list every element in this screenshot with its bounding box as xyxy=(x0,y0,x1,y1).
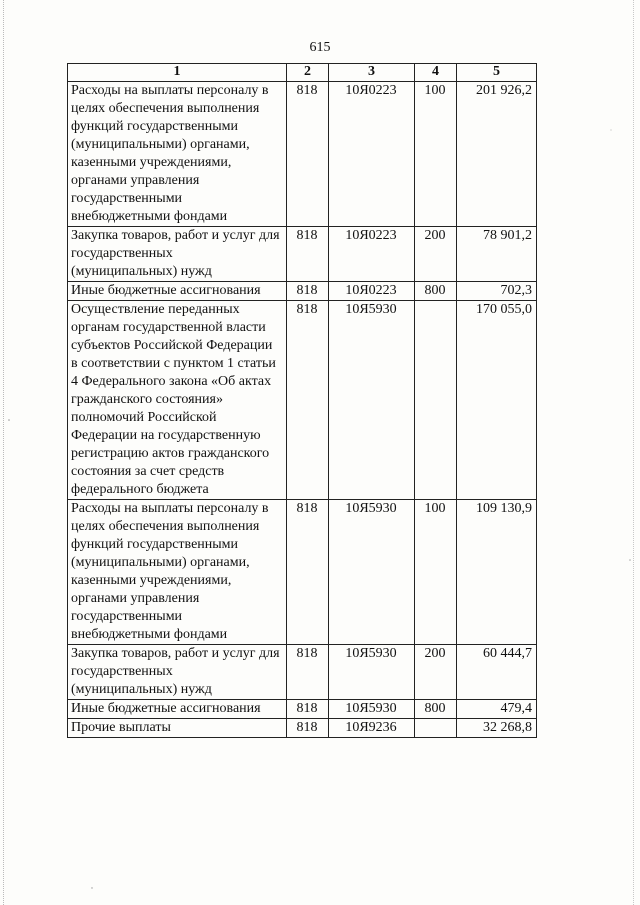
table-row xyxy=(68,719,537,738)
scan-edge-left xyxy=(3,0,5,905)
table-header-row xyxy=(68,64,537,82)
table-row xyxy=(68,227,537,282)
row-name: Осуществление переданных органам государственной власти субъектов Российской Федерации в соответствии с пунктом 1 статьи 4 Федерального закона «Об актах гражданского состояния» полномочий Российской Федерации на государственную регистрацию актов гражданского состояния за счет средств федерального бюджета xyxy=(68,301,287,500)
header-col-5: 5 xyxy=(457,64,537,82)
row-expense-type xyxy=(415,719,457,738)
row-target-article: 10Я0223 xyxy=(329,227,415,282)
row-target-article: 10Я5930 xyxy=(329,500,415,645)
row-amount: 32 268,8 xyxy=(457,719,537,738)
row-target-article: 10Я9236 xyxy=(329,719,415,738)
header-col-3: 3 xyxy=(329,64,415,82)
row-target-article: 10Я0223 xyxy=(329,82,415,227)
row-name: Расходы на выплаты персоналу в целях обеспечения выполнения функций государственными (муниципальными) органами, казенными учреждениями, органами управления государственными внебюджетными фондами xyxy=(68,82,287,227)
page-number: 615 xyxy=(309,40,331,55)
row-expense-type: 100 xyxy=(415,82,457,227)
row-name: Иные бюджетные ассигнования xyxy=(68,282,287,301)
row-name: Прочие выплаты xyxy=(68,719,287,738)
row-expense-type: 200 xyxy=(415,645,457,700)
row-ministry-code: 818 xyxy=(287,227,329,282)
row-amount: 201 926,2 xyxy=(457,82,537,227)
table-row xyxy=(68,500,537,645)
table-row xyxy=(68,82,537,227)
row-ministry-code: 818 xyxy=(287,282,329,301)
header-col-1: 1 xyxy=(68,64,287,82)
row-target-article: 10Я5930 xyxy=(329,700,415,719)
header-col-2: 2 xyxy=(287,64,329,82)
row-ministry-code: 818 xyxy=(287,301,329,500)
row-amount: 109 130,9 xyxy=(457,500,537,645)
row-amount: 702,3 xyxy=(457,282,537,301)
row-ministry-code: 818 xyxy=(287,700,329,719)
table-row xyxy=(68,700,537,719)
row-amount: 78 901,2 xyxy=(457,227,537,282)
row-expense-type xyxy=(415,301,457,500)
row-target-article: 10Я5930 xyxy=(329,301,415,500)
row-ministry-code: 818 xyxy=(287,500,329,645)
header-col-4: 4 xyxy=(415,64,457,82)
row-amount: 60 444,7 xyxy=(457,645,537,700)
row-name: Иные бюджетные ассигнования xyxy=(68,700,287,719)
row-expense-type: 800 xyxy=(415,282,457,301)
row-expense-type: 800 xyxy=(415,700,457,719)
row-ministry-code: 818 xyxy=(287,719,329,738)
row-expense-type: 200 xyxy=(415,227,457,282)
scan-edge-right xyxy=(633,0,635,905)
table-row xyxy=(68,645,537,700)
table-row xyxy=(68,301,537,500)
row-name: Закупка товаров, работ и услуг для государственных (муниципальных) нужд xyxy=(68,227,287,282)
row-amount: 170 055,0 xyxy=(457,301,537,500)
row-amount: 479,4 xyxy=(457,700,537,719)
row-ministry-code: 818 xyxy=(287,645,329,700)
row-name: Расходы на выплаты персоналу в целях обеспечения выполнения функций государственными (муниципальными) органами, казенными учреждениями, органами управления государственными внебюджетными фондами xyxy=(68,500,287,645)
row-expense-type: 100 xyxy=(415,500,457,645)
row-target-article: 10Я0223 xyxy=(329,282,415,301)
row-name: Закупка товаров, работ и услуг для государственных (муниципальных) нужд xyxy=(68,645,287,700)
row-ministry-code: 818 xyxy=(287,82,329,227)
row-target-article: 10Я5930 xyxy=(329,645,415,700)
budget-table xyxy=(67,63,537,738)
table-row xyxy=(68,282,537,301)
